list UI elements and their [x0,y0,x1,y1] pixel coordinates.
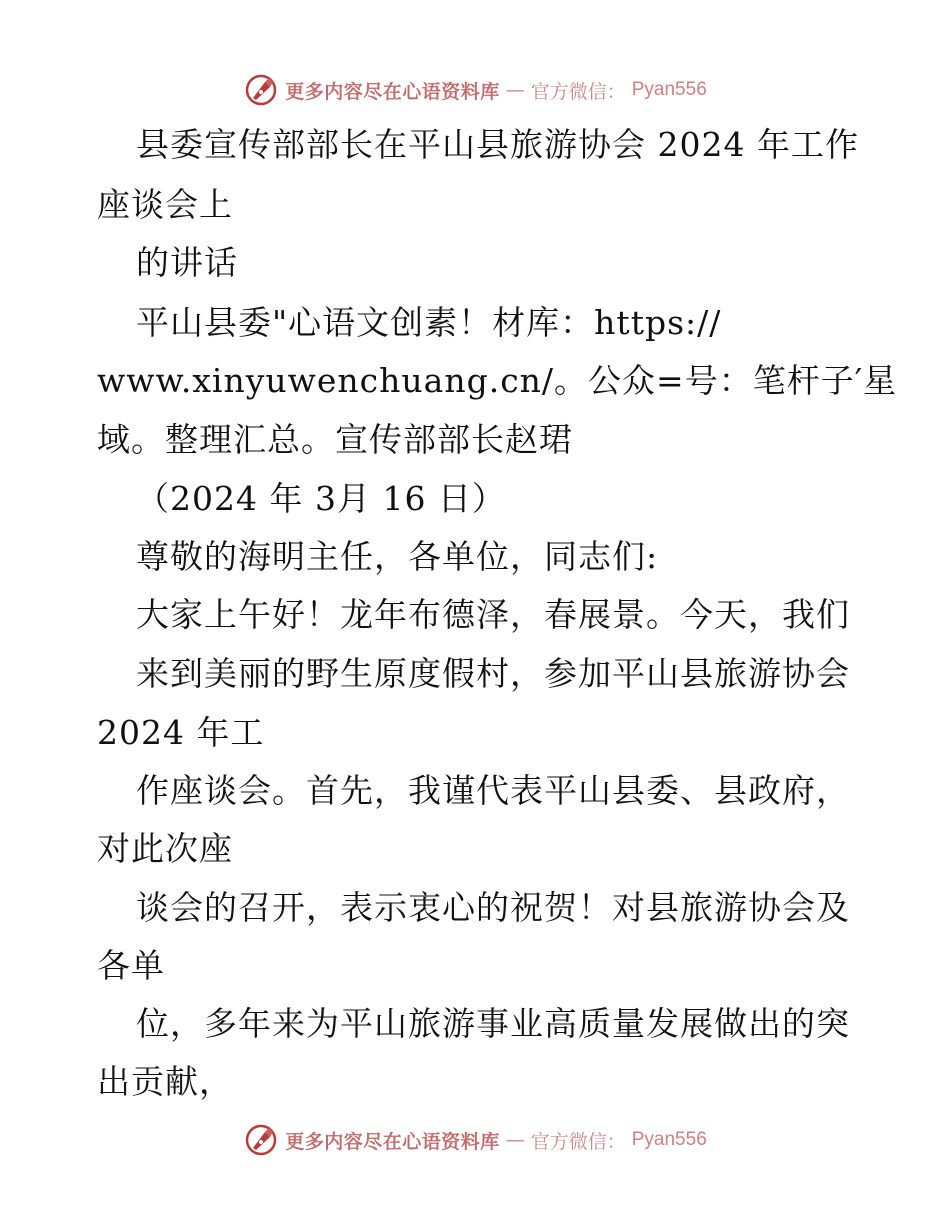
watermark-wechat-id: Pyan556 [631,1129,707,1150]
document-line-salutation: 尊敬的海明主任，各单位，同志们: [136,537,659,576]
watermark-separator: — [505,79,525,101]
document-paragraph-line: 出贡献， [97,1062,233,1101]
document-title-line-3: 的讲话 [136,243,238,282]
document-paragraph-line: 2024 年工 [97,713,265,752]
pen-nib-logo-icon [243,72,279,108]
document-paragraph-line: 作座谈会。首先，我谨代表平山县委、县政府， [136,771,850,810]
document-paragraph-line: 各单 [97,946,165,985]
document-line-author: 域。整理汇总。宣传部部长赵珺 [97,420,573,459]
watermark-suffix: 官方微信： [530,1130,626,1153]
document-paragraph-line: 大家上午好！龙年布德泽，春展景。今天，我们 [136,595,850,634]
watermark-wechat-id: Pyan556 [631,79,707,100]
document-paragraph-line: 对此次座 [97,829,233,868]
document-line-date: （2024 年 3月 16 日） [136,479,506,518]
document-paragraph-line: 谈会的召开，表示衷心的祝贺！对县旅游协会及 [136,888,850,927]
watermark-text: 更多内容尽在心语资料库 [285,80,500,103]
document-line-source: 平山县委"心语文创素！材库：https:// [136,303,722,342]
pen-nib-logo-icon [243,1122,279,1158]
watermark-separator: — [505,1129,525,1151]
watermark-text: 更多内容尽在心语资料库 [285,1130,500,1153]
watermark-footer [0,1120,950,1160]
document-title-line-2: 座谈会上 [97,185,233,224]
watermark-suffix: 官方微信： [530,80,626,103]
document-title-line-1: 县委宣传部部长在平山县旅游协会 2024 年工作 [136,125,859,164]
document-line-url: www.xinyuwenchuang.cn/。公众=号：笔杆子′星 [97,361,898,400]
watermark-header [0,70,950,110]
document-paragraph-line: 来到美丽的野生原度假村，参加平山县旅游协会 [136,654,850,693]
document-paragraph-line: 位，多年来为平山旅游事业高质量发展做出的突 [136,1004,850,1043]
